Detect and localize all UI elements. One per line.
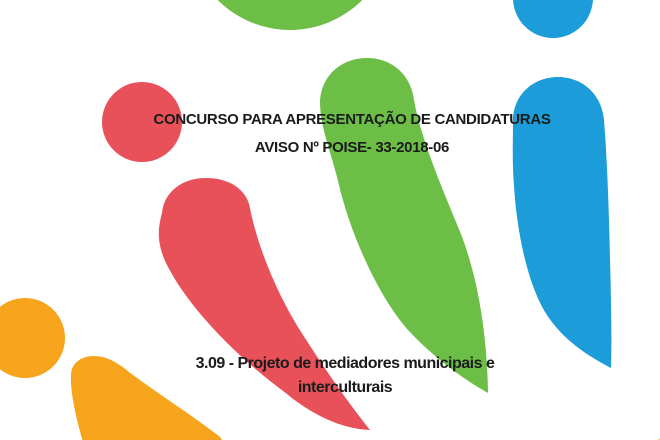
subject-block (45, 352, 645, 400)
title-line-1: CONCURSO PARA APRESENTAÇÃO DE CANDIDATURAS (153, 111, 551, 128)
title-line-2: AVISO Nº POISE- 33-2018-06 (254, 139, 450, 156)
subject-line-1: 3.09 - Projeto de mediadores municipais e (195, 355, 495, 372)
yellow-corner-fragment-icon (656, 436, 660, 440)
blue-figure-head-icon (513, 0, 593, 38)
green-figure-head-icon (188, 0, 392, 30)
header-block (52, 106, 652, 162)
subject-line-2: interculturais (297, 379, 393, 396)
